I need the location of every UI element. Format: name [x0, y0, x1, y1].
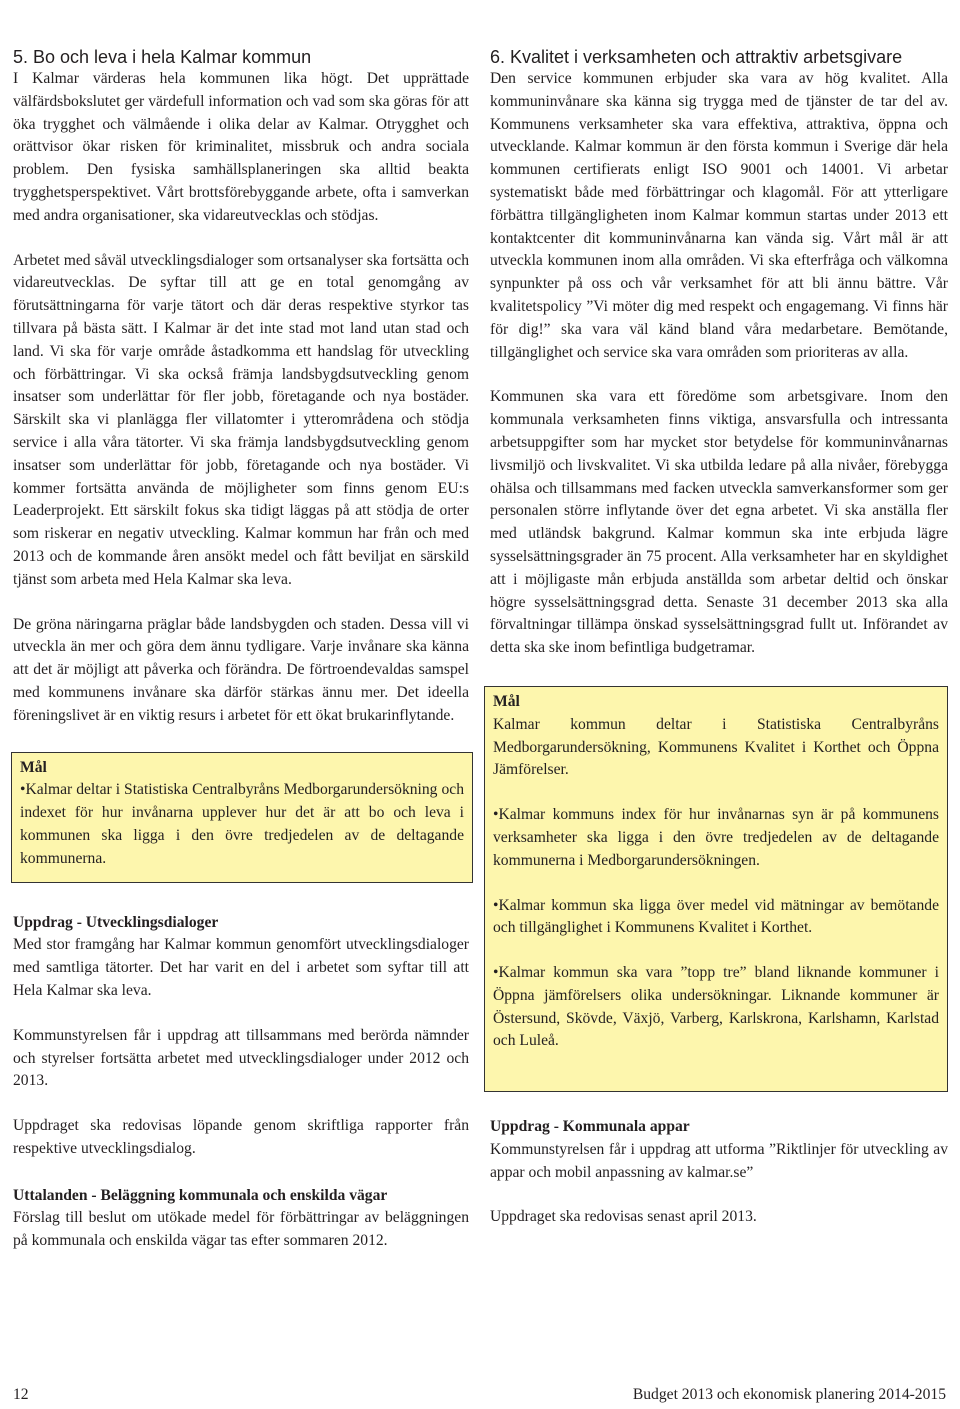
statement-roads-paragraph: Förslag till beslut om utökade medel för förbättringar av beläggningen på kommunala och enskilda vägar tas efter sommaren 2012. [13, 1209, 469, 1250]
right-column [490, 44, 948, 1229]
assignment-apps-paragraph-2: Uppdraget ska redovisas senast april 2013. [490, 1208, 757, 1226]
section-5-heading: 5. Bo och leva i hela Kalmar kommun [13, 47, 312, 67]
section-6-paragraph-1: Den service kommunen erbjuder ska vara av hög kvalitet. Alla kommuninvånare ska känna sig trygga med de tjänster de tar del av. Kommunens verksamheter ska vara effektiva, attraktiva, öppna och utvecklande. Kalmar kommun är den första kommun i Sverige där hela kommunen certifierats enligt ISO 9001 och 14001. Vi arbetar systematiskt både med förbättringar och klagomål. För att ytterligare förbättra tillgängligheten inom Kalmar kommun startas under 2013 ett kontaktcenter dit kommuninvånarna kan vända sig. Vårt mål är att utveckla kommunen inom alla områden. Vi ska efterfråga och välkomna synpunkter på oss och vår verksamhet för att bli ännu bättre. Vår kvalitetspolicy ”Vi möter dig med respekt och engagemang. Vi finns här för dig!” ska vara väl känd bland våra medarbetare. Bemötande, tillgänglighet och service ska vara områden som prioriteras av alla. [490, 70, 948, 361]
left-column [13, 44, 469, 1253]
assignment-dialogues-paragraph-3: Uppdraget ska redovisas löpande genom skriftliga rapporter från respektive utvecklingsdialog. [13, 1117, 469, 1157]
goal-box-right-bullet-1: •Kalmar kommuns index för hur invånarnas syn är på kommunens verksamheter ska ligga i den övre tredjedelen av de deltagande kommunerna i Medborgarundersökningen. [493, 806, 939, 869]
section-5-paragraph-2: Arbetet med såväl utvecklingsdialoger som ortsanalyser ska fortsätta och vidareutvecklas. De syftar till att ge en total genomgång av förutsättningarna för varje tätort och där deras respektive styrkor tas tillvara på bästa sätt. I Kalmar är det inte stad mot land utan stad och land. Vi ska för varje område åstadkomma ett handslag för utveckling och förbättringar. Vi ska också främja landsbygdsutveckling genom insatser som underlättar för fler jobb, företagande och nya bostäder. Särskilt ska vi planlägga fler villatomter i ytterområdena och stödja service i alla våra tätorter. Vi ska främja landsbygdsutveckling genom insatser som underlättar för jobb, företagande och nya bostäder. Vi kommer fortsätta använda de möjligheter som finns genom EU:s Leaderprojekt. Ett särskilt fokus ska tidigt läggas på att stödja de orter som riskerar en negativ utveckling. Kalmar kommun har från och med 2013 och de kommande åren ansökt medel och fått beviljat en särskild tjänst som arbeta med Hela Kalmar ska leva. [13, 251, 469, 588]
section-5-paragraph-3: De gröna näringarna präglar både landsbygden och staden. Dessa vill vi utveckla än mer och göra dem ännu tydligare. Varje invånare ska känna att det är möjligt att påverka och förändra. De förtroendevaldas samspel med kommunens invånare ska därför stärkas ännu mer. Det ideella föreningslivet är en viktig resurs i arbetet för ett ökat brukarinflytande. [13, 615, 469, 724]
assignment-dialogues-heading: Uppdrag - Utvecklingsdialoger [13, 913, 219, 931]
assignment-dialogues-paragraph-2: Kommunstyrelsen får i uppdrag att tillsammans med berörda nämnder och styrelser fortsätta arbetet med utvecklingsdialoger under 2012 och 2013. [13, 1026, 469, 1090]
section-5-paragraph-1: I Kalmar värderas hela kommunen lika högt. Det upprättade välfärdsbokslutet ger värdefull information och vad som ska göras för att öka trygghet och välmående i olika delar av Kalmar. Otrygghet och orättvisor ökar risken för kriminalitet, missbruk och andra sociala problem. Den fysiska samhällsplaneringen ska alltid beakta trygghetsperspektivet. Vårt brottsförebyggande arbete, ofta i samverkan med andra organisationer, ska vidareutvecklas och stödjas. [13, 70, 469, 224]
page-number: 12 [13, 1386, 29, 1403]
statement-roads-heading: Uttalanden - Beläggning kommunala och enskilda vägar [13, 1186, 388, 1204]
assignment-dialogues-paragraph-1: Med stor framgång har Kalmar kommun genomfört utvecklingsdialoger med samtliga tätorter. Det har varit en del i arbetet som syftar till att Hela Kalmar ska leva. [13, 936, 469, 999]
goal-box-right-intro: Kalmar kommun deltar i Statistiska Centralbyråns Medborgarundersökning, Kommunens Kvalitet i Korthet och Öppna Jämförelser. [493, 715, 939, 779]
goal-box-right-bullet-2: •Kalmar kommun ska ligga över medel vid mätningar av bemötande och tillgänglighet i Kommunens Kvalitet i Korthet. [493, 896, 939, 937]
goal-box-left-heading: Mål [20, 758, 47, 776]
footer-title: Budget 2013 och ekonomisk planering 2014-2015 [632, 1386, 946, 1403]
goal-box-right [484, 686, 948, 1092]
assignment-apps-paragraph-1: Kommunstyrelsen får i uppdrag att utforma ”Riktlinjer för utveckling av appar och mobil anpassning av kalmar.se” [490, 1140, 948, 1181]
goal-box-left-bullet: •Kalmar deltar i Statistiska Centralbyråns Medborgarundersökning och indexet för hur invånarna upplever hur det är att bo och leva i kommunen ska ligga i den övre tredjedelen av de deltagande kommunerna. [20, 781, 464, 867]
goal-box-right-bullet-3: •Kalmar kommun ska vara ”topp tre” bland liknande kommuner i Öppna jämförelsers olika undersökningar. Liknande kommuner är Östersund, Skövde, Växjö, Varberg, Karlskrona, Karlshamn, Karlstad och Luleå. [493, 964, 939, 1050]
section-6-heading: 6. Kvalitet i verksamheten och attraktiv arbetsgivare [490, 47, 903, 67]
goal-box-right-heading: Mål [493, 692, 520, 710]
goal-box-left [11, 752, 473, 883]
section-6-paragraph-2: Kommunen ska vara ett föredöme som arbetsgivare. Inom den kommunala verksamheten finns viktiga, ansvarsfulla och intressanta arbetsuppgifter som har mycket stor betydelse för kommuninvånarnas livsmiljö och livskvalitet. Vi ska utbilda ledare på alla nivåer, förebygga ohälsa och tillsammans med facken utveckla samverkansformer som ger personalen större inflytande över det egna arbetet. Vi ska anställa fler med utländsk bakgrund. Kalmar kommun ska inte erbjuda lägre sysselsättningsgrader än 75 procent. Alla verksamheter har en skyldighet att i möjligaste mån erbjuda anställda som arbetar deltid och önskar högre sysselsättningsgrad detta. Senaste 31 december 2013 ska alla förvaltningar tillämpa önskad sysselsättningsgrad fullt ut. Införandet av detta ska ske inom befintliga budgetramar. [490, 388, 948, 657]
assignment-apps-heading: Uppdrag - Kommunala appar [490, 1117, 690, 1135]
